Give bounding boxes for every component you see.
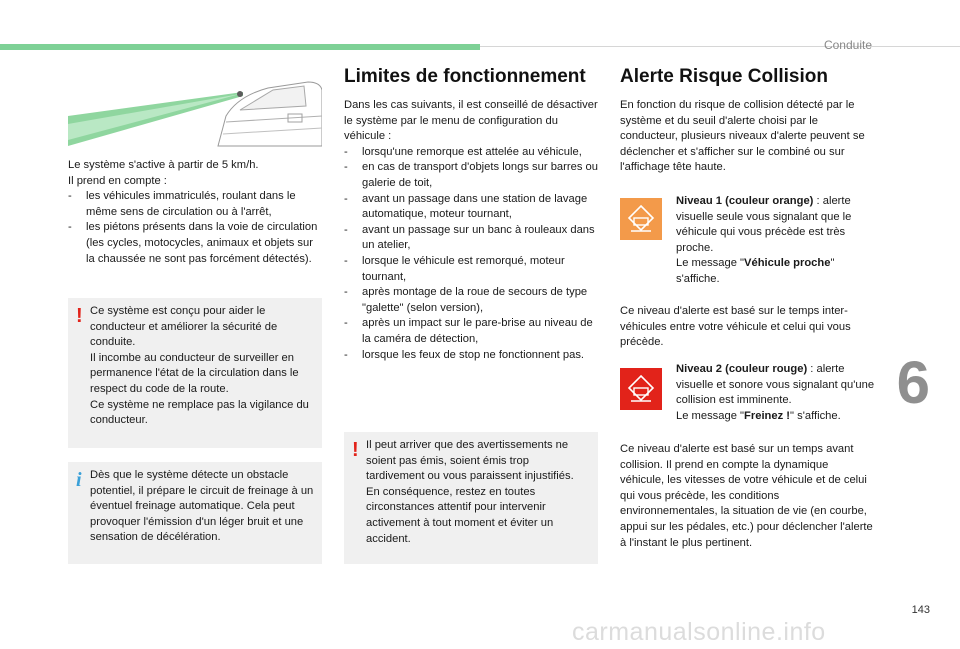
level-1-note: Ce niveau d'alerte est basé sur le temps inter-véhicules entre votre véhicule et celui qui vous précède. [620,305,851,349]
warning-text: Ce système est conçu pour aider le conducteur et améliorer la sécurité de conduite. [90,305,278,349]
car-camera-illustration [68,76,322,150]
list-item: - les piétons présents dans la voie de circulation (les cycles, motocycles, animaux et objets sur la chaussée ne sont pas forcément détectés). [68,220,322,267]
list-item: - lorsque le véhicule est remorqué, moteur tournant, [344,254,598,285]
top-accent-bar [0,44,480,50]
alert-level-text: : alerte visuelle et sonore vous signalant qu'une collision est imminente. [676,363,875,407]
top-divider [480,46,960,47]
warning-text: Il peut arriver que des avertissements ne soient pas émis, soient émis trop tardivement ou vous paraissent injustifiés. En conséquence, restez en toutes circonstances attentif pour intervenir activement à tout moment et éviter un accident. [366,439,574,545]
alert-intro: En fonction du risque de collision détecté par le système et du seuil d'alerte choisi par le conducteur, plusieurs niveaux d'alerte peuvent se déclencher et s'afficher sur le combiné ou sur l'affichage tête haute. [620,99,865,174]
alert-msg-post: " s'affiche. [790,409,841,422]
section-heading: Alerte Risque Collision [620,66,828,87]
detection-list [68,189,322,267]
level-2-note: Ce niveau d'alerte est basé sur un temps avant collision. Il prend en compte la dynamique véhicule, les vitesses de votre véhicule et de celui qui vous précède, les conditions environnementales, la situation de vie (en courbe, appui sur les pédales, etc.) pour déclencher l'alerte à l'instant le plus pertinent. [620,443,873,549]
section-heading: Limites de fonctionnement [344,66,586,87]
alert-level-label: Niveau 2 (couleur rouge) [676,363,808,375]
warning-text: Ce système ne remplace pas la vigilance du conducteur. [90,398,309,427]
info-box [68,462,322,564]
alert-msg-post: " s'affiche. [676,257,835,285]
warning-icon: ! [352,439,359,461]
warning-box [68,298,322,448]
alert-level-1 [676,194,876,288]
alert-level-2 [676,362,876,424]
list-item: - après un impact sur le pare-brise au niveau de la caméra de détection, [344,316,598,347]
collision-alert-orange-icon [620,198,662,240]
warning-box [344,432,598,564]
alert-msg-pre: Le message " [676,409,745,422]
alert-level-text: : alerte visuelle seule vous signalant que le véhicule qui vous précède est très proche. [676,195,852,254]
list-item: - après montage de la roue de secours de type "galette" (selon version), [344,285,598,316]
alert-message: Freinez ! [744,409,791,422]
intro-text: Le système s'active à partir de 5 km/h. [68,159,259,171]
list-item: - en cas de transport d'objets longs sur barres ou galerie de toit, [344,160,598,191]
alert-message: Véhicule proche [744,257,831,270]
list-item: - les véhicules immatriculés, roulant dans le même sens de circulation ou à l'arrêt, [68,189,322,220]
limits-intro: Dans les cas suivants, il est conseillé de désactiver le système par le menu de configuration du véhicule : [344,99,598,143]
list-item: - lorsque les feux de stop ne fonctionnent pas. [344,348,598,364]
list-item: - avant un passage dans une station de lavage automatique, moteur tournant, [344,192,598,223]
intro-text-2: Il prend en compte : [68,174,167,187]
limits-list [344,145,598,363]
info-text: Dès que le système détecte un obstacle potentiel, il prépare le circuit de freinage à un éventuel freinage automatique. Cela peut provoquer l'émission d'un léger bruit et une sensation de décélération. [90,469,314,544]
collision-alert-red-icon [620,368,662,410]
list-item: - avant un passage sur un banc à rouleaux dans un atelier, [344,223,598,254]
alert-msg-pre: Le message " [676,257,745,270]
page-number: 143 [911,604,930,616]
alert-level-label: Niveau 1 (couleur orange) [676,195,814,207]
warning-icon: ! [76,305,83,327]
info-icon: i [76,469,82,491]
list-item: - lorsqu'une remorque est attelée au véhicule, [344,145,598,161]
chapter-number: 6 [896,349,930,416]
warning-text: Il incombe au conducteur de surveiller en permanence l'état de la circulation dans le respect du code de la route. [90,351,299,395]
watermark: carmanualsonline.info [572,618,826,646]
section-title: Conduite [823,38,872,52]
